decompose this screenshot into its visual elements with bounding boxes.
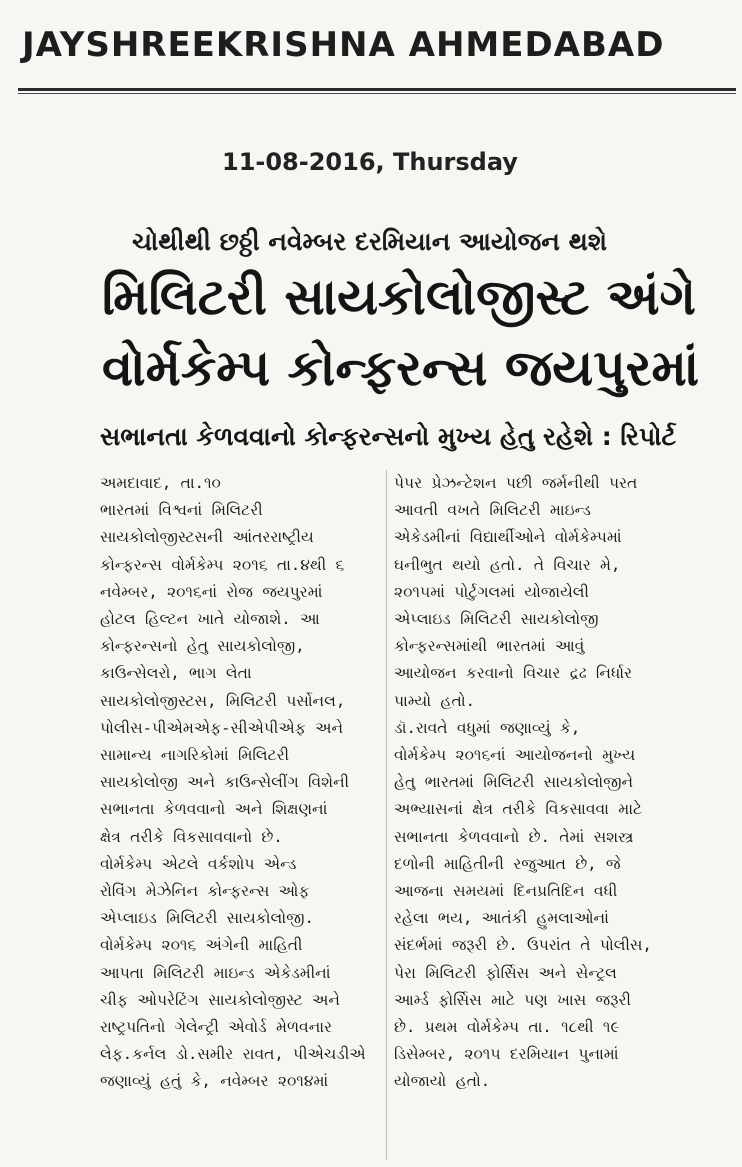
article-line: સભાનતા કેળવવાનો અને શિક્ષણનાં	[100, 800, 328, 819]
article-line: દળોની માહિતીની રજુઆત છે, જે	[394, 854, 621, 873]
article-line: સંદર્ભમાં જરૂરી છે. ઉપરાંત તે પોલીસ,	[394, 936, 652, 955]
article-line: લેફ.કર્નલ ડો.સમીર રાવત, પીએચડીએ	[100, 1045, 366, 1064]
article-line: અભ્યાસનાં ક્ષેત્ર તરીકે વિકસાવવા માટે	[394, 800, 643, 819]
article-line: કાઉન્સેલરો, ભાગ લેતા	[100, 664, 252, 683]
article-line: રહેલા ભય, આતંકી હુમલાઓનાં	[394, 909, 609, 928]
article-line: એકેડમીનાં વિદ્યાર્થીઓને વોર્મકેમ્પમાં	[394, 528, 622, 547]
column-divider	[386, 470, 387, 1160]
article-line: સાયકોલોજીસ્ટસ, મિલિટરી પર્સોનલ,	[100, 691, 346, 710]
article-line: આજના સમયમાં દિનપ્રતિદિન વધી	[394, 882, 618, 901]
article-line: રાષ્ટ્રપતિનો ગેલેન્ટ્રી એવોર્ડ મેળવનાર	[100, 1018, 333, 1037]
article-line: આપતા મિલિટરી માઇન્ડ એકેડમીનાં	[100, 963, 331, 982]
masthead: JAYSHREEKRISHNA AHMEDABAD	[22, 25, 665, 65]
dateline: 11-08-2016, Thursday	[222, 148, 518, 176]
article-line: પામ્યો હતો.	[394, 691, 475, 710]
article-line: વોર્મકેમ્પ ૨૦૧૬ અંગેની માહિતી	[100, 936, 303, 955]
article-line: આર્મ્ડ ફોર્સિસ માટે પણ ખાસ જરૂરી	[394, 990, 631, 1009]
headline-line-2: વોર્મકેમ્પ કોન્ફરન્સ જયપુરમાં	[102, 339, 700, 397]
article-line: પોલીસ-પીએમએફ-સીએપીએફ અને	[100, 718, 343, 737]
article-line: સાયકોલોજીસ્ટસની આંતરરાષ્ટ્રીય	[100, 528, 314, 547]
article-column-left	[100, 470, 382, 1096]
article-line: કોન્ફરન્સનો હેતુ સાયકોલોજી,	[100, 637, 305, 656]
headline-line-1: મિલિટરી સાયકોલોજીસ્ટ અંગે	[102, 268, 696, 326]
article-line: વોર્મકેમ્પ ૨૦૧૬નાં આયોજનનો મુખ્ય	[394, 746, 636, 765]
article-line: ચીફ ઓપરેટિંગ સાયકોલોજીસ્ટ અને	[100, 990, 340, 1009]
article-line: હોટલ હિલ્ટન ખાતે યોજાશે. આ	[100, 610, 320, 629]
article-line: ૨૦૧૫માં પોર્ટુગલમાં યોજાયેલી	[394, 582, 589, 601]
article-line: ઘનીભુત થયો હતો. તે વિચાર મે,	[394, 555, 621, 574]
article-line: રોવિંગ મેઝેનિન કોન્ફરન્સ ઓફ	[100, 882, 310, 901]
article-line: આયોજન કરવાનો વિચાર દ્રઢ નિર્ધાર	[394, 664, 633, 683]
article-line: સામાન્ય નાગરિકોમાં મિલિટરી	[100, 746, 290, 765]
article-line: સભાનતા કેળવવાનો છે. તેમાં સશસ્ત્ર	[394, 827, 634, 846]
article-line: પેરા મિલિટરી ફોર્સિસ અને સેન્ટ્રલ	[394, 963, 617, 982]
kicker: ચોથીથી છઠ્ઠી નવેમ્બર દરમિયાન આયોજન થશે	[132, 227, 608, 256]
article-line: ડૉ.રાવતે વધુમાં જણાવ્યું કે,	[394, 718, 581, 737]
article-line: ભારતમાં વિશ્વનાં મિલિટરી	[100, 501, 263, 520]
article-line: કોન્ફરન્સ વોર્મકેમ્પ ૨૦૧૬ તા.૪થી ૬	[100, 555, 345, 574]
article-line: નવેમ્બર, ૨૦૧૬નાં રોજ જયપુરમાં	[100, 582, 323, 601]
article-line: અમદાવાદ, તા.૧૦	[100, 474, 221, 492]
article-line: આવતી વખતે મિલિટરી માઇન્ડ	[394, 501, 591, 520]
masthead-rule	[18, 88, 736, 91]
article-line: હેતુ ભારતમાં મિલિટરી સાયકોલોજીને	[394, 773, 634, 792]
article-line: જણાવ્યું હતું કે, નવેમ્બર ૨૦૧૪માં	[100, 1072, 329, 1091]
article-line: યોજાયો હતો.	[394, 1072, 491, 1091]
article-line: છે. પ્રથમ વોર્મકેમ્પ તા. ૧૮થી ૧૯	[394, 1018, 620, 1037]
article-line: કોન્ફરન્સમાંથી ભારતમાં આવું	[394, 637, 585, 656]
article-column-right	[394, 470, 680, 1096]
article-line: સાયકોલોજી અને કાઉન્સેલીંગ વિશેની	[100, 773, 350, 792]
article-line: એપ્લાઇડ મિલિટરી સાયકોલોજી	[394, 610, 599, 629]
subhead: સભાનતા કેળવવાનો કોન્ફરન્સનો મુખ્ય હેતુ રહેશે : રિપોર્ટ	[100, 422, 676, 451]
article-line: પેપર પ્રેઝન્ટેશન પછી જર્મનીથી પરત	[394, 474, 638, 492]
masthead-rule-thin	[18, 93, 736, 94]
article-line: ક્ષેત્ર તરીકે વિકસાવવાનો છે.	[100, 827, 283, 846]
article-line: વોર્મકેમ્પ એટલે વર્કશોપ એન્ડ	[100, 854, 297, 873]
article-line: ડિસેમ્બર, ૨૦૧૫ દરમિયાન પુનામાં	[394, 1045, 619, 1064]
article-line: એપ્લાઇડ મિલિટરી સાયકોલોજી.	[100, 909, 314, 928]
